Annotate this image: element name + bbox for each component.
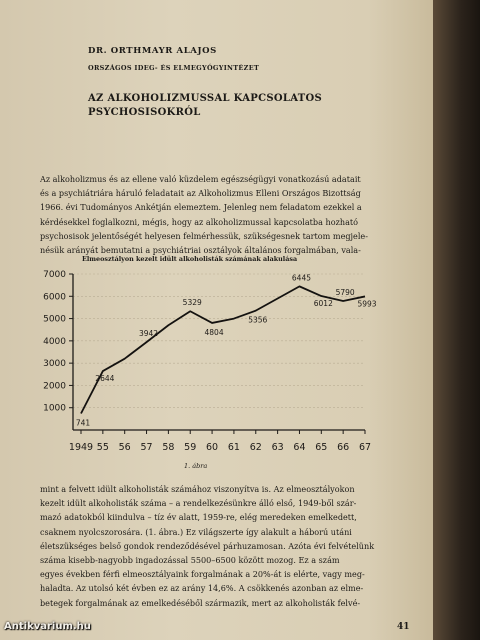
text-line: mint a felvett idült alkoholisták számához viszonyítva is. Az elmeosztályokon bbox=[40, 484, 355, 494]
data-label: 6445 bbox=[291, 273, 312, 283]
data-label: 5790 bbox=[335, 287, 355, 297]
x-tick-label: 60 bbox=[206, 442, 219, 453]
title-line-1: AZ ALKOHOLIZMUSSAL KAPCSOLATOS bbox=[88, 93, 322, 104]
chart-svg bbox=[25, 268, 380, 460]
text-line: száma kisebb-nagyobb ingadozással 5500–6500 között mozog. Ez a szám bbox=[40, 555, 340, 566]
y-tick-label: 7000 bbox=[43, 270, 66, 280]
data-label: 6012 bbox=[313, 299, 333, 309]
data-label: 741 bbox=[75, 418, 91, 428]
data-label: 5993 bbox=[357, 299, 377, 309]
text-line: egyes években férfi elmeosztályaink forgalmának a 20%-át is elérte, vagy meg- bbox=[40, 569, 365, 580]
text-line: psychosisok jelentőségét helyesen felmérhessük, szükségesnek tartom megjele- bbox=[40, 230, 368, 241]
text-line: életszükséges belső gondok rendeződésével párhuzamosan. Azóta évi felvételünk bbox=[40, 540, 375, 551]
y-tick-label: 5000 bbox=[43, 314, 66, 325]
data-label: 5356 bbox=[248, 315, 268, 325]
x-tick-label: 63 bbox=[271, 442, 284, 453]
y-tick-label: 3000 bbox=[43, 359, 66, 370]
title-line-2: PSYCHOSISOKRÓL bbox=[88, 107, 201, 118]
page-number: 41 bbox=[397, 622, 410, 632]
data-label: 5329 bbox=[182, 298, 202, 308]
text-line: nésük arányát bemutatni a psychiátriai osztályok általános forgalmában, vala- bbox=[40, 245, 361, 256]
text-line: mazó adatokból kiindulva – tíz év alatt, 1959-re, elég meredeken emelkedett, bbox=[40, 512, 357, 523]
y-tick-label: 4000 bbox=[43, 336, 66, 347]
watermark-logo: Antikvarium.hu bbox=[4, 621, 91, 632]
data-label: 4804 bbox=[204, 327, 224, 337]
article-title bbox=[88, 92, 388, 120]
x-tick-label: 66 bbox=[337, 442, 350, 453]
institute-name: ORSZÁGOS IDEG- ÉS ELMEGYÓGYINTÉZET bbox=[88, 64, 260, 72]
line-chart bbox=[25, 268, 380, 460]
paragraph-1 bbox=[40, 172, 430, 257]
y-tick-label: 2000 bbox=[43, 381, 66, 392]
data-label: 2644 bbox=[95, 374, 115, 384]
text-line: 1966. évi Tudományos Ankétján elemeztem. Jelenleg nem feladatom ezekkel a bbox=[40, 202, 362, 213]
x-tick-label: 56 bbox=[118, 442, 131, 453]
data-label: 3942 bbox=[138, 329, 159, 339]
x-tick-label: 55 bbox=[96, 442, 109, 453]
y-tick-label: 1000 bbox=[43, 403, 66, 414]
x-tick-label: 65 bbox=[315, 442, 328, 453]
x-tick-label: 62 bbox=[249, 442, 262, 453]
x-tick-label: 67 bbox=[358, 442, 372, 453]
x-tick-label: 61 bbox=[227, 442, 240, 453]
text-line: betegek forgalmának az emelkedéséből származik, mert az alkoholisták felvé- bbox=[40, 597, 361, 608]
text-line: kezelt idült alkoholisták száma – a rendelkezésünkre álló első, 1949-ből szár- bbox=[40, 498, 357, 509]
x-tick-label: 58 bbox=[162, 442, 175, 453]
x-tick-label: 59 bbox=[184, 442, 197, 453]
book-spine-shadow bbox=[433, 0, 480, 640]
text-line: csaknem nyolcszorosára. (1. ábra.) Ez világszerte így alakult a háború utáni bbox=[40, 526, 352, 537]
text-line: kérdésekkel foglalkozni, mégis, hogy az alkoholizmussal kapcsolatba hozható bbox=[40, 216, 359, 227]
text-line: Az alkoholizmus és az ellene való küzdelem egészségügyi vonatkozású adatait bbox=[40, 174, 361, 184]
text-line: haladta. Az utolsó két évben ez az arány 14,6%. A csökkenés azonban az elme- bbox=[40, 583, 364, 594]
author-name: DR. ORTHMAYR ALAJOS bbox=[88, 46, 217, 56]
x-tick-label: 64 bbox=[293, 442, 306, 453]
x-tick-label: 57 bbox=[140, 442, 153, 453]
figure-caption: 1. ábra bbox=[184, 462, 208, 470]
x-tick-label: 1949 bbox=[68, 442, 94, 453]
chart-title: Elmeosztályon kezelt idült alkoholisták számának alakulása bbox=[82, 255, 298, 263]
y-tick-label: 6000 bbox=[43, 292, 66, 303]
paragraph-2 bbox=[40, 482, 430, 610]
text-line: és a psychiátriára háruló feladatait az Alkoholizmus Elleni Országos Bizottság bbox=[40, 188, 361, 199]
